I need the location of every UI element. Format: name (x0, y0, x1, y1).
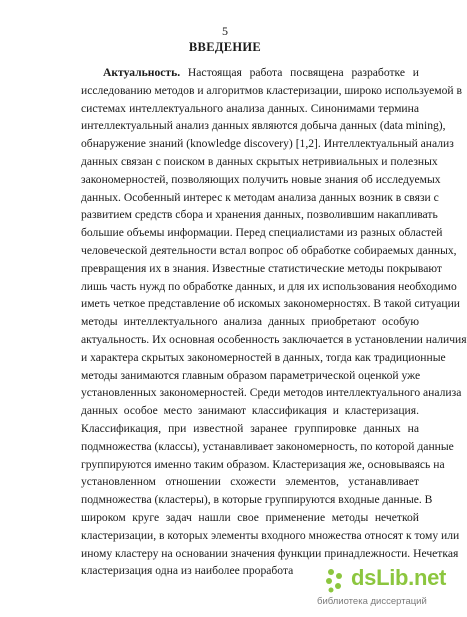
text-line: методы занимаются главным образом параметрической оценкой уже (81, 368, 421, 382)
text-line: развитием средств сбора и хранения данных, позволившим накапливать (81, 208, 438, 222)
text-line: лишь часть нужд по обработке данных, и для их использования необходимо (81, 279, 457, 293)
text-line: группируются именно таким образом. Кластеризация же, основываясь на (81, 457, 445, 471)
lead-term: Актуальность. (103, 66, 181, 79)
text-line: большие объемы информации. Перед специалистами из разных областей (81, 226, 443, 240)
page-number: 5 (222, 24, 228, 38)
text-line: подмножества (классы), устанавливает закономерность, по которой данные (81, 439, 454, 453)
text-line: установленных закономерностей. Среди методов интеллектуального анализа (81, 386, 462, 400)
text-line: превращения их в знания. Известные статистические методы покрывают (81, 261, 442, 275)
text-line: актуальность. Их основная особенность заключается в установлении наличия (81, 332, 467, 346)
text-line: системах интеллектуального анализа данных. Синонимами термина (81, 101, 419, 115)
watermark (313, 565, 450, 617)
text-line: широком круге задач нашли свое применение методы нечеткой (81, 510, 419, 524)
text-line: данных. Особенный интерес к методам анализа данных возник в связи с (81, 190, 439, 204)
text-line: человеческой деятельности встал вопрос об обработке собираемых данных, (81, 243, 457, 257)
text-line: интеллектуальный анализ данных являются добыча данных (data mining), (81, 119, 446, 133)
text-line: Классификация, при известной заранее группировке данных на (81, 421, 419, 435)
text-line: установленном отношении схожести элементов, устанавливает (81, 475, 419, 489)
text-line: кластеризации, в которых элементы входного множества относят к тому или (81, 528, 460, 542)
text-line: методы интеллектуального анализа данных приобретают особую (81, 315, 419, 329)
text-line: и характера скрытых закономерностей в данных, тогда как традиционные (81, 350, 446, 364)
watermark-tagline: библиотека диссертаций (317, 596, 427, 607)
text-line: кластеризация одна из наиболее проработа (81, 564, 294, 578)
text-line: данных связан с поиском в данных скрытых нетривиальных и полезных (81, 154, 438, 168)
text-line: данных особое место занимают классификация и кластеризация. (81, 404, 419, 418)
watermark-brand: dsLib.net (351, 565, 447, 590)
text-line: иметь четкое представление об искомых закономерностях. В такой ситуации (81, 297, 460, 311)
text-line: исследованию методов и алгоритмов кластеризации, широко используемой в (81, 83, 462, 97)
section-heading: ВВЕДЕНИЕ (188, 40, 262, 54)
text-line: обнаружение знаний (knowledge discovery) [1,2]. Интеллектуальный анализ (81, 137, 454, 151)
text-line: подмножества (кластеры), в которые группируются входные данные. В (81, 493, 433, 507)
text-line: закономерностей, позволяющих получить новые знания об исследуемых (81, 172, 441, 186)
text-line: Актуальность. Настоящая работа посвящена разработке и (103, 66, 420, 79)
dslib-logo-icon (323, 567, 347, 593)
text-line: иному кластеру на основании значения функции принадлежности. Нечеткая (81, 546, 459, 560)
